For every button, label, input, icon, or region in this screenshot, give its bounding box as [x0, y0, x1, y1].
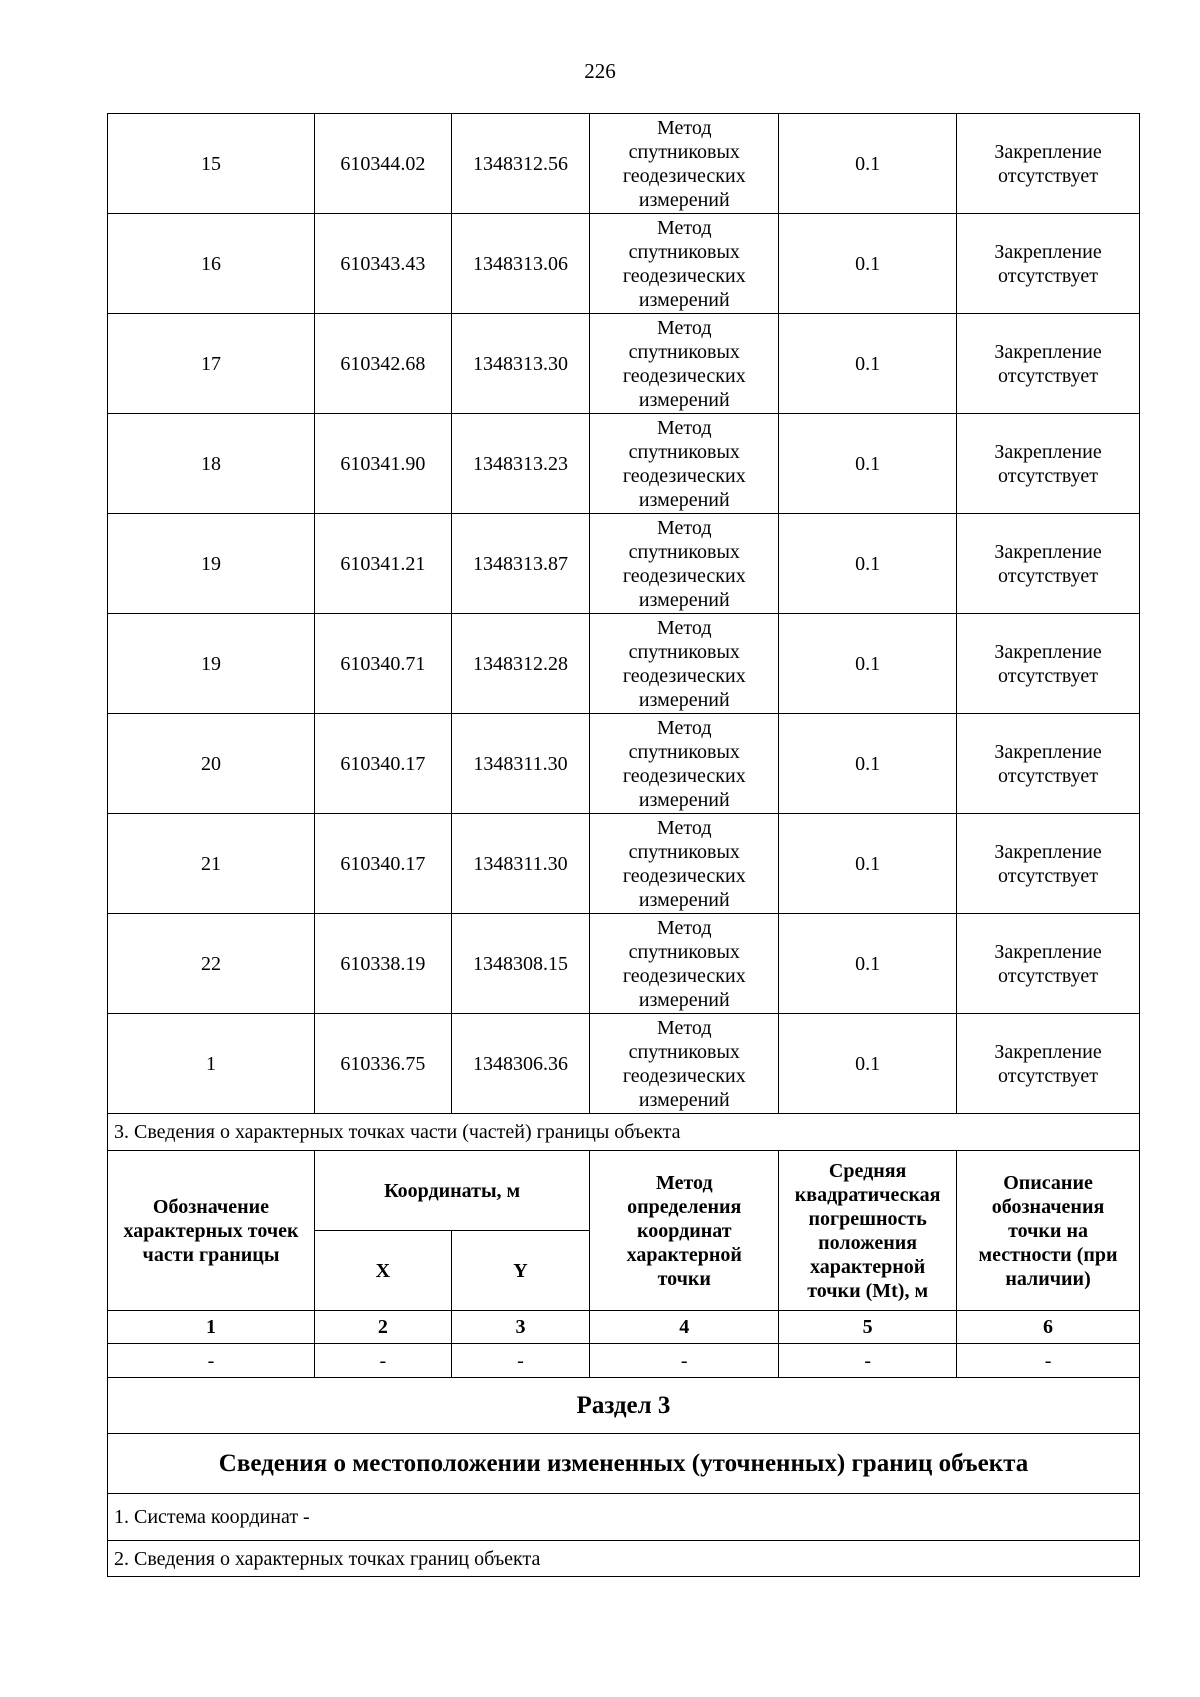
description-cell	[957, 114, 1140, 214]
text-line: измерений	[638, 488, 730, 511]
method-cell	[590, 314, 779, 414]
text-line: геодезических	[622, 764, 746, 787]
mean-error: 0.1	[779, 614, 957, 714]
point-number: 19	[108, 514, 315, 614]
text-line: Метод	[655, 1171, 713, 1194]
coord-x: 610343.43	[315, 214, 452, 314]
text-line: Метод	[657, 216, 712, 239]
text-line: квадратическая	[794, 1183, 941, 1206]
text-line: характерной	[626, 1243, 742, 1266]
text-line: спутниковых	[628, 140, 740, 163]
text-line: Закрепление	[994, 540, 1102, 563]
text-line: Метод	[657, 516, 712, 539]
text-line: Метод	[657, 1016, 712, 1039]
method-cell	[590, 814, 779, 914]
section-title-row	[108, 1378, 1140, 1434]
point-number: 19	[108, 614, 315, 714]
header-mean-error	[779, 1151, 957, 1311]
text-line: измерений	[638, 188, 730, 211]
text-line: спутниковых	[628, 540, 740, 563]
text-line: отсутствует	[998, 1064, 1099, 1087]
text-line: Метод	[657, 816, 712, 839]
text-line: геодезических	[622, 464, 746, 487]
text-line: спутниковых	[628, 740, 740, 763]
coord-y: 1348311.30	[451, 814, 590, 914]
coord-y: 1348308.15	[451, 914, 590, 1014]
empty-cell: -	[590, 1344, 779, 1378]
table-row	[108, 314, 1140, 414]
mean-error: 0.1	[779, 914, 957, 1014]
table-row	[108, 714, 1140, 814]
text-line: спутниковых	[628, 340, 740, 363]
coord-x: 610341.90	[315, 414, 452, 514]
text-line: геодезических	[622, 164, 746, 187]
description-cell	[957, 814, 1140, 914]
text-line: Закрепление	[994, 240, 1102, 263]
text-line: Закрепление	[994, 1040, 1102, 1063]
method-cell	[590, 114, 779, 214]
coord-y: 1348313.23	[451, 414, 590, 514]
text-line: измерений	[638, 988, 730, 1011]
method-cell	[590, 514, 779, 614]
text-line: спутниковых	[628, 440, 740, 463]
coord-x: 610340.17	[315, 814, 452, 914]
text-line: Обозначение	[152, 1195, 270, 1218]
boundary-points-caption-row	[108, 1541, 1140, 1577]
description-cell	[957, 714, 1140, 814]
text-line: Метод	[657, 716, 712, 739]
text-line: отсутствует	[998, 264, 1099, 287]
method-cell	[590, 914, 779, 1014]
coord-y: 1348313.30	[451, 314, 590, 414]
header-x: X	[315, 1231, 452, 1311]
point-number: 15	[108, 114, 315, 214]
text-line: измерений	[638, 688, 730, 711]
point-number: 18	[108, 414, 315, 514]
table-row	[108, 114, 1140, 214]
text-line: спутниковых	[628, 1040, 740, 1063]
empty-cell: -	[108, 1344, 315, 1378]
point-number: 22	[108, 914, 315, 1014]
text-line: координат	[636, 1219, 732, 1242]
header-method	[590, 1151, 779, 1311]
text-line: спутниковых	[628, 640, 740, 663]
empty-cell: -	[779, 1344, 957, 1378]
text-line: Метод	[657, 116, 712, 139]
table-row	[108, 914, 1140, 1014]
text-line: Средняя	[828, 1159, 907, 1182]
text-line: измерений	[638, 288, 730, 311]
text-line: характерных точек	[123, 1219, 299, 1242]
text-line: Закрепление	[994, 140, 1102, 163]
text-line: отсутствует	[998, 964, 1099, 987]
text-line: Закрепление	[994, 940, 1102, 963]
description-cell	[957, 314, 1140, 414]
column-number: 1	[108, 1311, 315, 1344]
text-line: отсутствует	[998, 464, 1099, 487]
coord-y: 1348313.87	[451, 514, 590, 614]
text-line: Описание	[1003, 1171, 1093, 1194]
description-cell	[957, 1014, 1140, 1114]
method-cell	[590, 214, 779, 314]
text-line: обозначения	[991, 1195, 1105, 1218]
description-cell	[957, 514, 1140, 614]
page-number: 226	[584, 59, 616, 83]
column-number: 4	[590, 1311, 779, 1344]
point-number: 1	[108, 1014, 315, 1114]
method-cell	[590, 414, 779, 514]
header-y: Y	[451, 1231, 590, 1311]
text-line: геодезических	[622, 564, 746, 587]
text-line: геодезических	[622, 1064, 746, 1087]
section-title: Раздел 3	[108, 1378, 1140, 1434]
text-line: определения	[627, 1195, 742, 1218]
coord-y: 1348312.56	[451, 114, 590, 214]
coord-y: 1348313.06	[451, 214, 590, 314]
text-line: наличии)	[1005, 1267, 1091, 1290]
section-subtitle: Сведения о местоположении измененных (уточненных) границ объекта	[108, 1434, 1140, 1494]
mean-error: 0.1	[779, 1014, 957, 1114]
section-subtitle-row	[108, 1434, 1140, 1494]
point-number: 21	[108, 814, 315, 914]
text-line: спутниковых	[628, 940, 740, 963]
table-row	[108, 1014, 1140, 1114]
boundary-points-caption: 2. Сведения о характерных точках границ объекта	[108, 1541, 1140, 1577]
coord-x: 610336.75	[315, 1014, 452, 1114]
header-designation	[108, 1151, 315, 1311]
table-row	[108, 514, 1140, 614]
coord-y: 1348312.28	[451, 614, 590, 714]
mean-error: 0.1	[779, 114, 957, 214]
text-line: измерений	[638, 1088, 730, 1111]
coord-x: 610341.21	[315, 514, 452, 614]
mean-error: 0.1	[779, 414, 957, 514]
mean-error: 0.1	[779, 314, 957, 414]
description-cell	[957, 214, 1140, 314]
coord-x: 610340.71	[315, 614, 452, 714]
text-line: точки	[657, 1267, 711, 1290]
text-line: спутниковых	[628, 840, 740, 863]
part-points-caption: 3. Сведения о характерных точках части (частей) границы объекта	[108, 1114, 1140, 1151]
empty-data-row	[108, 1344, 1140, 1378]
point-rows	[108, 114, 1140, 1114]
table-row	[108, 814, 1140, 914]
text-line: Закрепление	[994, 740, 1102, 763]
text-line: положения	[818, 1231, 918, 1254]
text-line: местности (при	[978, 1243, 1118, 1266]
text-line: измерений	[638, 588, 730, 611]
text-line: Закрепление	[994, 640, 1102, 663]
text-line: геодезических	[622, 664, 746, 687]
text-line: отсутствует	[998, 864, 1099, 887]
text-line: отсутствует	[998, 764, 1099, 787]
coord-x: 610342.68	[315, 314, 452, 414]
column-number-row	[108, 1311, 1140, 1344]
text-line: Закрепление	[994, 840, 1102, 863]
description-cell	[957, 614, 1140, 714]
mean-error: 0.1	[779, 714, 957, 814]
text-line: геодезических	[622, 864, 746, 887]
text-line: Закрепление	[994, 340, 1102, 363]
coord-x: 610344.02	[315, 114, 452, 214]
coord-y: 1348311.30	[451, 714, 590, 814]
coord-y: 1348306.36	[451, 1014, 590, 1114]
text-line: геодезических	[622, 964, 746, 987]
coord-system-row	[108, 1494, 1140, 1541]
coord-x: 610340.17	[315, 714, 452, 814]
table-row	[108, 614, 1140, 714]
text-line: Метод	[657, 416, 712, 439]
text-line: Метод	[657, 316, 712, 339]
description-cell	[957, 914, 1140, 1014]
header-coordinates: Координаты, м	[315, 1151, 590, 1231]
table-row	[108, 214, 1140, 314]
text-line: части границы	[142, 1243, 280, 1266]
text-line: геодезических	[622, 264, 746, 287]
boundary-points-table	[107, 113, 1140, 1577]
table-row	[108, 414, 1140, 514]
text-line: Метод	[657, 616, 712, 639]
text-line: геодезических	[622, 364, 746, 387]
text-line: точки (Mt), м	[807, 1279, 929, 1302]
method-cell	[590, 614, 779, 714]
text-line: характерной	[810, 1255, 926, 1278]
mean-error: 0.1	[779, 214, 957, 314]
coord-system-caption: 1. Система координат -	[108, 1494, 1140, 1541]
text-line: Метод	[657, 916, 712, 939]
coord-x: 610338.19	[315, 914, 452, 1014]
point-number: 17	[108, 314, 315, 414]
empty-cell: -	[451, 1344, 590, 1378]
text-line: отсутствует	[998, 664, 1099, 687]
text-line: отсутствует	[998, 364, 1099, 387]
header-description	[957, 1151, 1140, 1311]
point-number: 20	[108, 714, 315, 814]
text-line: отсутствует	[998, 564, 1099, 587]
mean-error: 0.1	[779, 514, 957, 614]
point-number: 16	[108, 214, 315, 314]
column-number: 6	[957, 1311, 1140, 1344]
column-number: 2	[315, 1311, 452, 1344]
text-line: отсутствует	[998, 164, 1099, 187]
part-points-caption-row	[108, 1114, 1140, 1151]
description-cell	[957, 414, 1140, 514]
text-line: Закрепление	[994, 440, 1102, 463]
method-cell	[590, 1014, 779, 1114]
mean-error: 0.1	[779, 814, 957, 914]
empty-cell: -	[957, 1344, 1140, 1378]
text-line: измерений	[638, 388, 730, 411]
header-row-top	[108, 1151, 1140, 1231]
text-line: измерений	[638, 788, 730, 811]
text-line: точки на	[1008, 1219, 1088, 1242]
method-cell	[590, 714, 779, 814]
column-number: 3	[451, 1311, 590, 1344]
column-number: 5	[779, 1311, 957, 1344]
text-line: измерений	[638, 888, 730, 911]
text-line: спутниковых	[628, 240, 740, 263]
text-line: погрешность	[808, 1207, 927, 1230]
empty-cell: -	[315, 1344, 452, 1378]
